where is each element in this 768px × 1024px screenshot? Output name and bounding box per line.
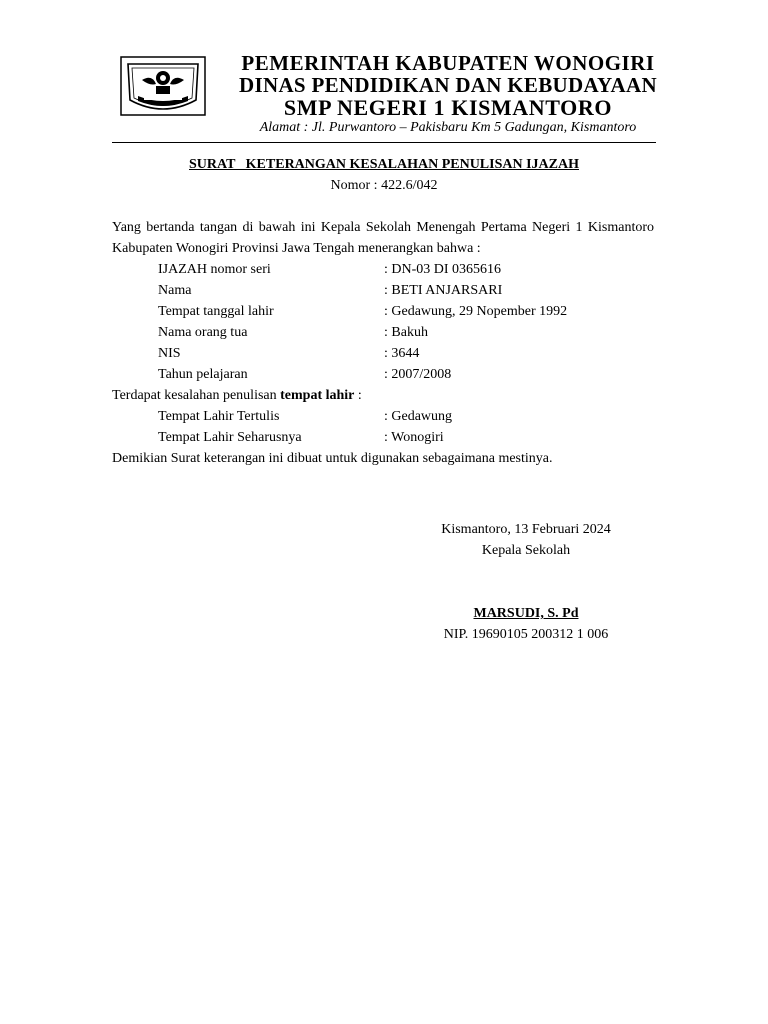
detail-value: : 2007/2008: [384, 367, 452, 382]
letterhead-address: Alamat : Jl. Purwantoro – Pakisbaru Km 5 Gadungan, Kismantoro: [259, 120, 637, 135]
correction-value: : Wonogiri: [384, 430, 444, 445]
letterhead: [230, 52, 666, 120]
regency-emblem-icon: [120, 56, 206, 116]
correction-label: Tempat Lahir Seharusnya: [158, 430, 302, 445]
letterhead-government: PEMERINTAH KABUPATEN WONOGIRI: [241, 51, 655, 75]
detail-label: NIS: [158, 346, 181, 361]
detail-value: : DN-03 DI 0365616: [384, 262, 502, 277]
signature-place-date: Kismantoro, 13 Februari 2024: [441, 522, 611, 537]
detail-row: [158, 344, 638, 364]
detail-row: [158, 323, 638, 343]
intro-paragraph: Yang bertanda tangan di bawah ini Kepala Sekolah Menengah Pertama Negeri 1 Kismantoro Kabupaten Wonogiri Provinsi Jawa Tengah menerangkan bahwa :: [112, 220, 654, 256]
detail-value: : Bakuh: [384, 325, 428, 340]
detail-row: [158, 260, 638, 280]
detail-row: [158, 302, 638, 322]
letterhead-school: SMP NEGERI 1 KISMANTORO: [283, 95, 613, 120]
error-field: tempat lahir: [280, 388, 355, 403]
detail-label: Tahun pelajaran: [158, 367, 248, 382]
letterhead-department: DINAS PENDIDIKAN DAN KEBUDAYAAN: [239, 73, 657, 97]
signature-nip: NIP. 19690105 200312 1 006: [443, 627, 609, 642]
detail-row: [158, 281, 638, 301]
detail-row: [158, 365, 638, 385]
letterhead-divider: [112, 142, 656, 143]
correction-row: [158, 428, 638, 448]
detail-label: Nama orang tua: [158, 325, 248, 340]
closing-statement: Demikian Surat keterangan ini dibuat untuk digunakan sebagaimana mestinya.: [112, 451, 553, 466]
detail-value: : 3644: [384, 346, 420, 361]
detail-value: : BETI ANJARSARI: [384, 283, 503, 298]
correction-value: : Gedawung: [384, 409, 453, 424]
detail-label: IJAZAH nomor seri: [158, 262, 271, 277]
signature-name: MARSUDI, S. Pd: [473, 606, 579, 621]
correction-row: [158, 407, 638, 427]
detail-value: : Gedawung, 29 Nopember 1992: [384, 304, 568, 319]
error-note: Terdapat kesalahan penulisan tempat lahir :: [112, 388, 362, 403]
signature-position: Kepala Sekolah: [481, 543, 571, 558]
correction-label: Tempat Lahir Tertulis: [158, 409, 280, 424]
detail-label: Nama: [158, 283, 192, 298]
detail-label: Tempat tanggal lahir: [158, 304, 274, 319]
letter-number: Nomor : 422.6/042: [330, 178, 438, 193]
letter-title: SURAT KETERANGAN KESALAHAN PENULISAN IJAZAH: [189, 157, 579, 172]
